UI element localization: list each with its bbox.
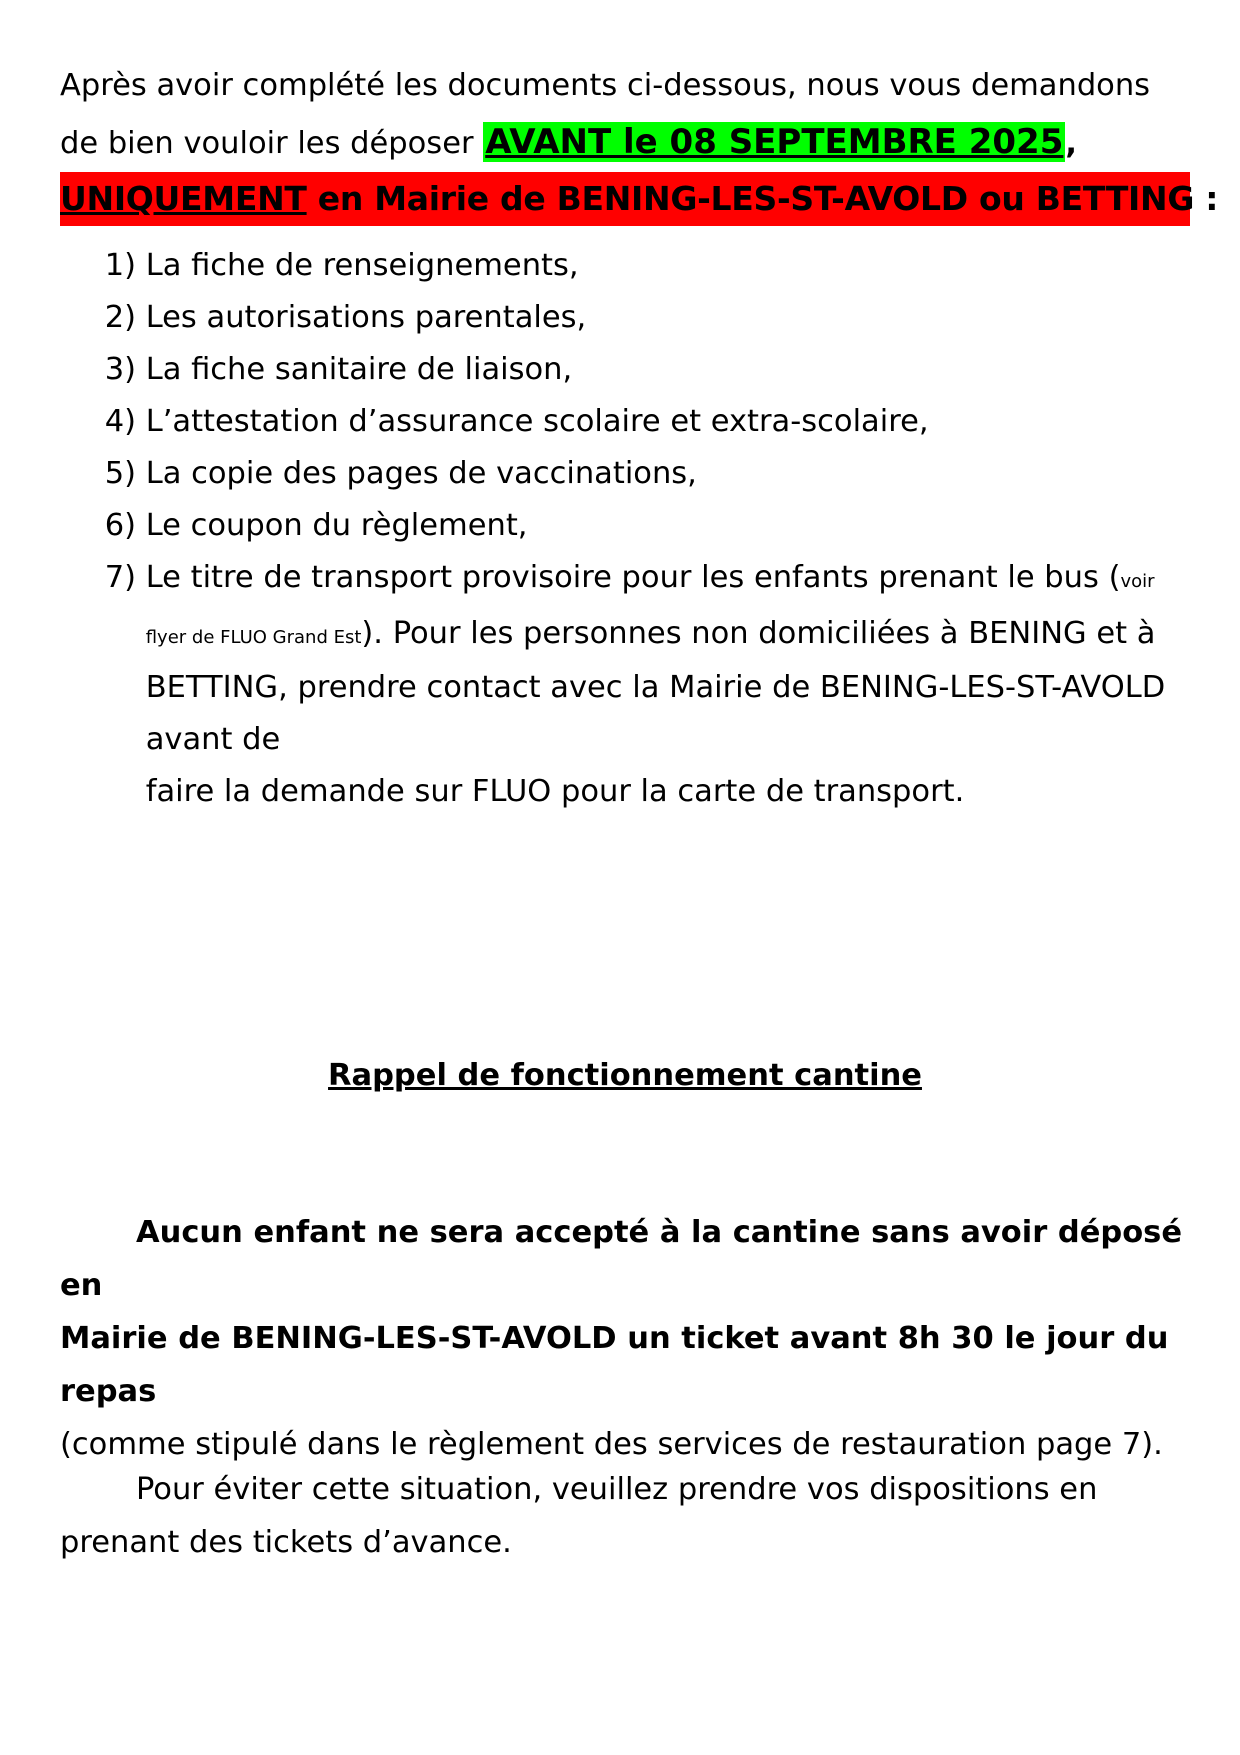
list-number: 2) — [104, 300, 136, 335]
transport-rest-1: ). Pour les personnes non domiciliées à BENING et à — [361, 616, 1156, 651]
list-text: La fiche de renseignements, — [145, 248, 579, 283]
list-text: La copie des pages de vaccinations, — [145, 456, 697, 491]
list-text: La fiche sanitaire de liaison, — [145, 352, 573, 387]
list-number: 7) — [104, 560, 136, 595]
advice-line-1: Pour éviter cette situation, veuillez prendre vos dispositions en — [136, 1472, 1098, 1507]
list-item — [60, 500, 1190, 552]
list-text: L’attestation d’assurance scolaire et extra-scolaire, — [145, 404, 929, 439]
advice-paragraph — [60, 1463, 1190, 1569]
deposit-location-banner — [60, 172, 1219, 226]
deposit-location-text: en Mairie de BENING-LES-ST-AVOLD ou BETTING : — [306, 179, 1219, 218]
canteen-paragraph — [60, 1206, 1190, 1471]
intro-line-2-suffix: , — [1065, 126, 1077, 161]
only-word: UNIQUEMENT — [60, 179, 307, 218]
deadline-highlight: AVANT le 08 SEPTEMBRE 2025 — [485, 122, 1064, 162]
list-number: 6) — [104, 508, 136, 543]
list-number: 3) — [104, 352, 136, 387]
document-page — [60, 58, 1219, 1560]
list-text: Les autorisations parentales, — [145, 300, 587, 335]
list-text — [146, 552, 1190, 818]
list-text: Le coupon du règlement, — [145, 508, 528, 543]
intro-line-1: Après avoir complété les documents ci-dessous, nous vous demandons — [60, 68, 1151, 103]
list-number: 5) — [104, 456, 136, 491]
list-number: 4) — [104, 404, 136, 439]
transport-rest-3: faire la demande sur FLUO pour la carte de transport. — [145, 774, 965, 809]
flyer-note-b: flyer de FLUO Grand Est — [145, 627, 362, 648]
advice-line-2: prenant des tickets d’avance. — [60, 1525, 512, 1560]
canteen-normal: (comme stipulé dans le règlement des services de restauration page 7). — [60, 1427, 1163, 1462]
list-number: 1) — [104, 248, 136, 283]
transport-text: Le titre de transport provisoire pour les enfants prenant le bus ( — [145, 560, 1121, 595]
flyer-note-a: voir — [1120, 571, 1155, 592]
list-item — [60, 396, 1190, 448]
transport-rest-2: BETTING, prendre contact avec la Mairie de BENING-LES-ST-AVOLD avant de — [145, 670, 1166, 757]
intro-line-2-prefix: de bien vouloir les déposer — [60, 126, 484, 161]
intro-paragraph — [60, 58, 1190, 172]
section-heading: Rappel de fonctionnement cantine — [328, 1058, 922, 1093]
canteen-bold-1: Aucun enfant ne sera accepté à la cantine sans avoir déposé en — [60, 1215, 1183, 1303]
list-item — [60, 344, 1190, 396]
documents-list — [60, 240, 1190, 818]
canteen-bold-2: Mairie de BENING-LES-ST-AVOLD un ticket avant 8h 30 le jour du repas — [60, 1321, 1169, 1409]
list-item-transport — [60, 552, 1190, 818]
list-item — [60, 448, 1190, 500]
list-item — [60, 292, 1190, 344]
list-item — [60, 240, 1190, 292]
